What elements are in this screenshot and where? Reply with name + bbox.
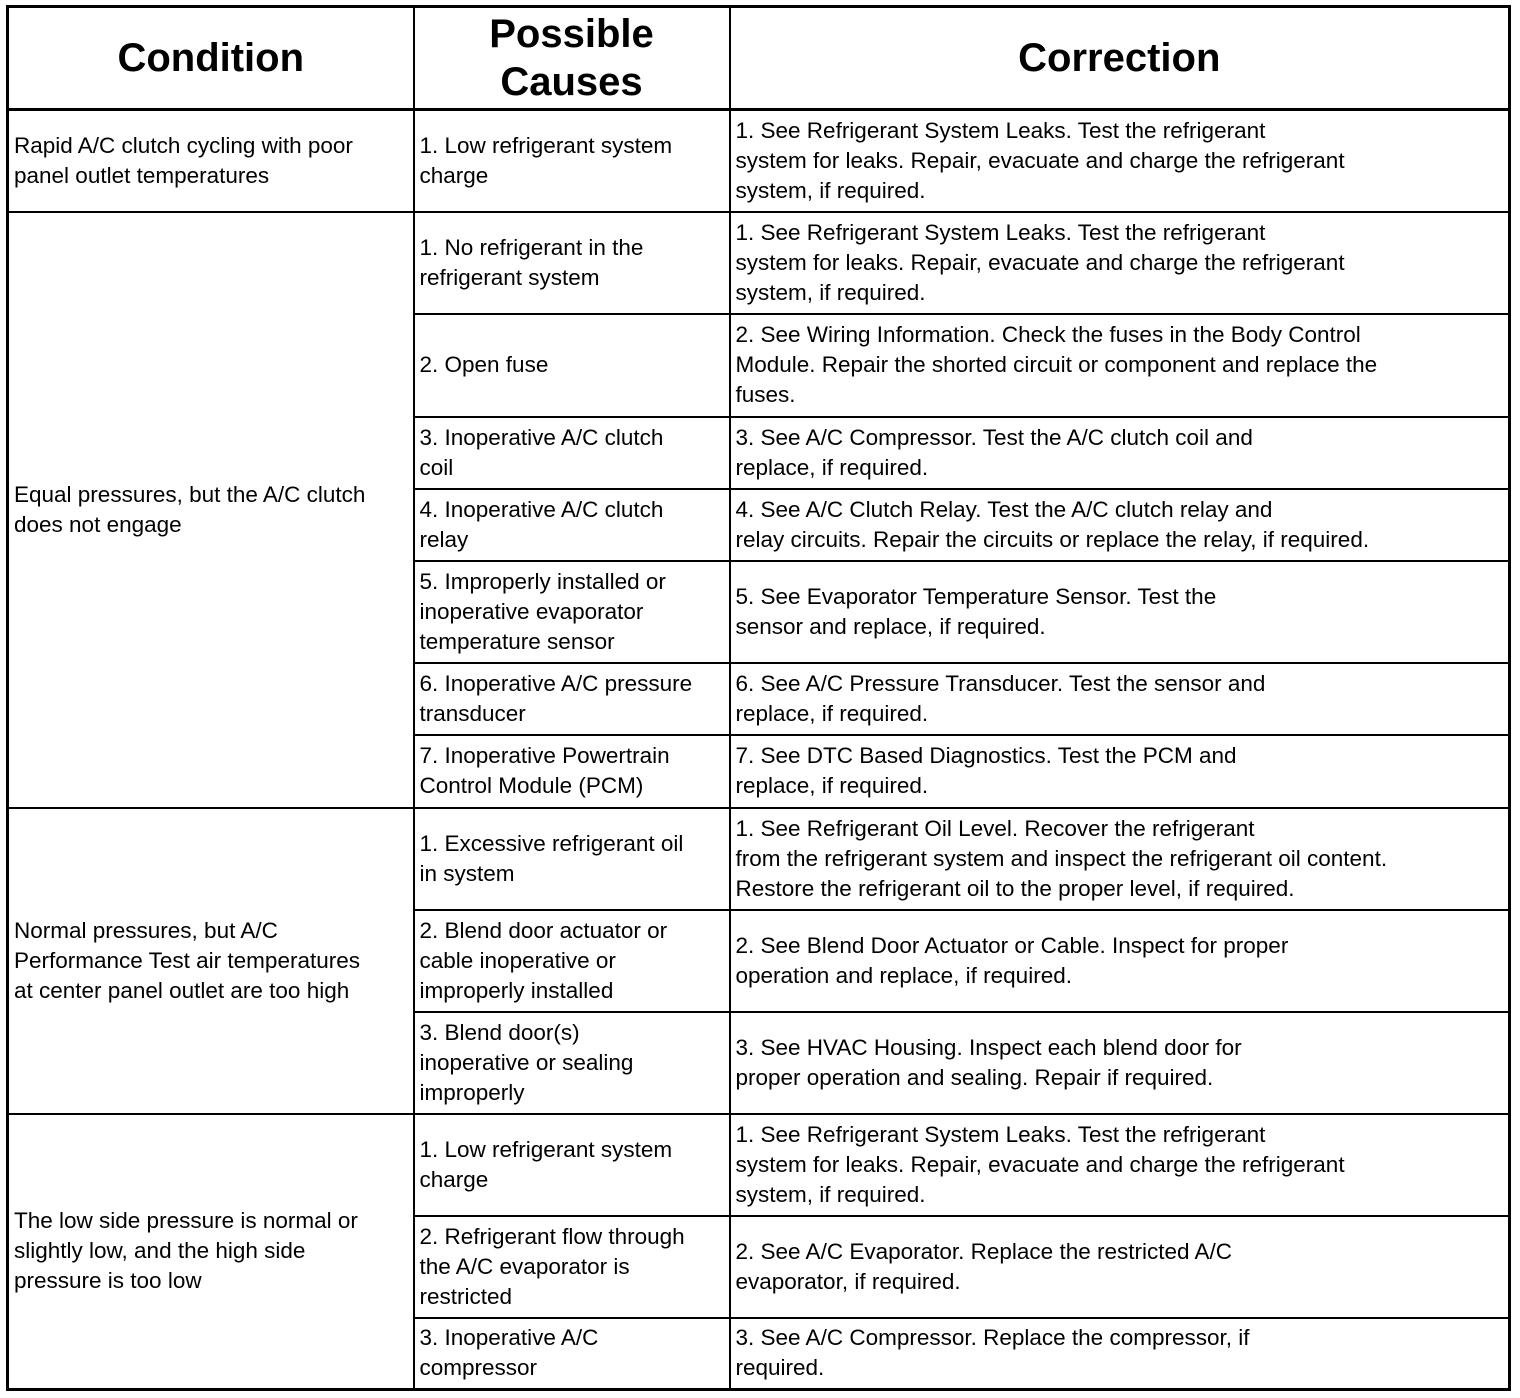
- condition-cell: The low side pressure is normal or slightly low, and the high side pressure is too low: [8, 1114, 414, 1390]
- cause-cell: 2. Blend door actuator or cable inoperative or improperly installed: [414, 910, 730, 1012]
- table-row: [8, 212, 1510, 314]
- cause-cell: 1. Low refrigerant system charge: [414, 110, 730, 212]
- correction-cell: 7. See DTC Based Diagnostics. Test the PCM and replace, if required.: [730, 735, 1510, 808]
- header-condition: Condition: [8, 7, 414, 110]
- correction-cell: 2. See Wiring Information. Check the fuses in the Body Control Module. Repair the shorted circuit or component and replace the fuses.: [730, 314, 1510, 417]
- correction-cell: 1. See Refrigerant System Leaks. Test the refrigerant system for leaks. Repair, evacuate and charge the refrigerant system, if required.: [730, 212, 1510, 314]
- correction-cell: 4. See A/C Clutch Relay. Test the A/C clutch relay and relay circuits. Repair the circuits or replace the relay, if required.: [730, 489, 1510, 561]
- condition-cell: Rapid A/C clutch cycling with poor panel outlet temperatures: [8, 110, 414, 212]
- correction-cell: 6. See A/C Pressure Transducer. Test the sensor and replace, if required.: [730, 663, 1510, 735]
- header-possible-causes: Possible Causes: [414, 7, 730, 110]
- table-row: [8, 808, 1510, 910]
- cause-cell: 1. Low refrigerant system charge: [414, 1114, 730, 1216]
- cause-cell: 3. Blend door(s) inoperative or sealing improperly: [414, 1012, 730, 1114]
- cause-cell: 4. Inoperative A/C clutch relay: [414, 489, 730, 561]
- cause-cell: 2. Open fuse: [414, 314, 730, 417]
- cause-cell: 6. Inoperative A/C pressure transducer: [414, 663, 730, 735]
- condition-cell: Normal pressures, but A/C Performance Test air temperatures at center panel outlet are too high: [8, 808, 414, 1114]
- correction-cell: 1. See Refrigerant System Leaks. Test the refrigerant system for leaks. Repair, evacuate and charge the refrigerant system, if required.: [730, 1114, 1510, 1216]
- header-correction: Correction: [730, 7, 1510, 110]
- correction-cell: 3. See HVAC Housing. Inspect each blend door for proper operation and sealing. Repair if required.: [730, 1012, 1510, 1114]
- cause-cell: 3. Inoperative A/C compressor: [414, 1318, 730, 1390]
- table-row: [8, 110, 1510, 212]
- cause-cell: 7. Inoperative Powertrain Control Module (PCM): [414, 735, 730, 808]
- cause-cell: 5. Improperly installed or inoperative evaporator temperature sensor: [414, 561, 730, 663]
- header-row: [8, 7, 1510, 110]
- correction-cell: 2. See A/C Evaporator. Replace the restricted A/C evaporator, if required.: [730, 1216, 1510, 1318]
- condition-cell: Equal pressures, but the A/C clutch does not engage: [8, 212, 414, 808]
- correction-cell: 1. See Refrigerant Oil Level. Recover the refrigerant from the refrigerant system and inspect the refrigerant oil content. Restore the refrigerant oil to the proper level, if required.: [730, 808, 1510, 910]
- cause-cell: 2. Refrigerant flow through the A/C evaporator is restricted: [414, 1216, 730, 1318]
- cause-cell: 3. Inoperative A/C clutch coil: [414, 417, 730, 489]
- correction-cell: 3. See A/C Compressor. Replace the compressor, if required.: [730, 1318, 1510, 1390]
- correction-cell: 3. See A/C Compressor. Test the A/C clutch coil and replace, if required.: [730, 417, 1510, 489]
- correction-cell: 5. See Evaporator Temperature Sensor. Test the sensor and replace, if required.: [730, 561, 1510, 663]
- table-row: [8, 1114, 1510, 1216]
- correction-cell: 2. See Blend Door Actuator or Cable. Inspect for proper operation and replace, if required.: [730, 910, 1510, 1012]
- cause-cell: 1. No refrigerant in the refrigerant system: [414, 212, 730, 314]
- cause-cell: 1. Excessive refrigerant oil in system: [414, 808, 730, 910]
- correction-cell: 1. See Refrigerant System Leaks. Test the refrigerant system for leaks. Repair, evacuate and charge the refrigerant system, if required.: [730, 110, 1510, 212]
- diagnostic-table: [6, 5, 1511, 1391]
